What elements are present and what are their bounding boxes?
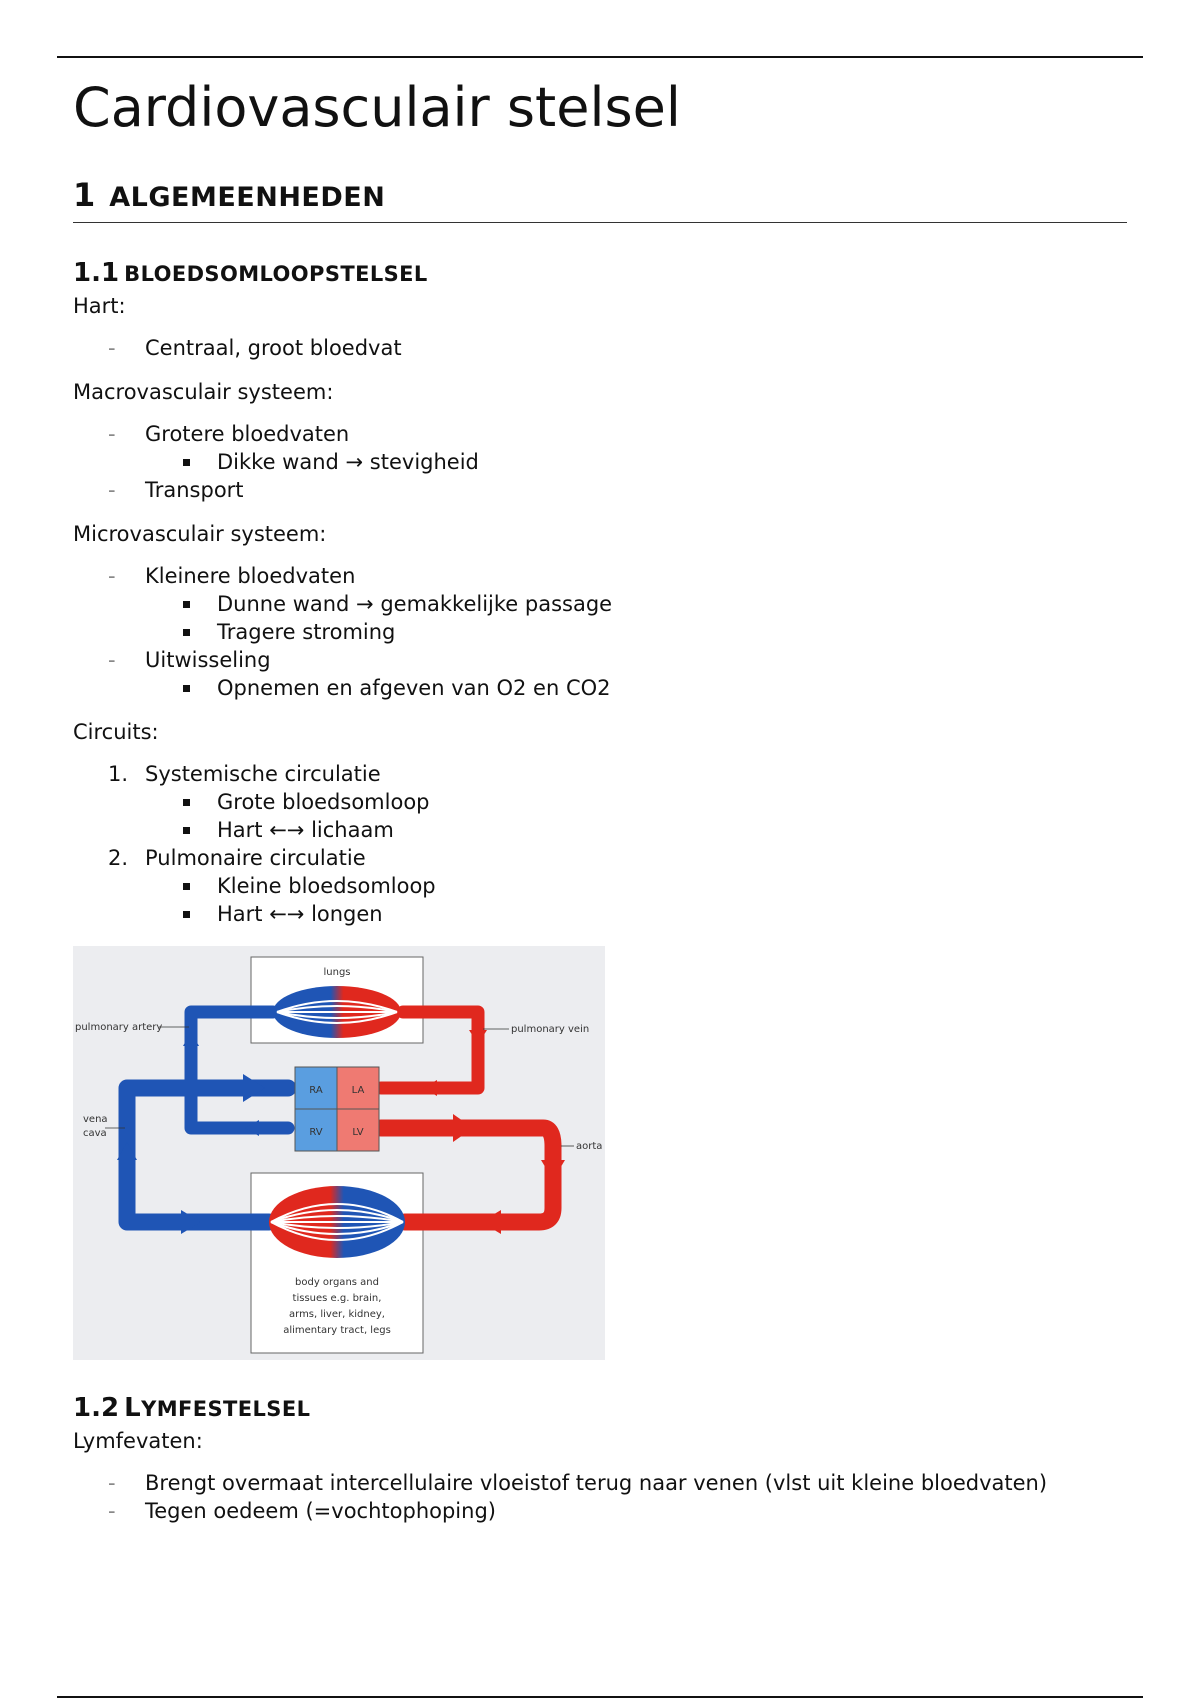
hart-label: Hart: [73, 294, 126, 318]
dash-marker: - [108, 648, 116, 672]
section-heading-1 [73, 176, 1127, 223]
macro-label: Macrovasculair systeem: [73, 380, 334, 404]
bottom-rule [57, 1696, 1143, 1698]
sub-list [145, 788, 1133, 844]
list-item-text: Systemische circulatie [145, 762, 381, 786]
sub-list [145, 590, 1133, 646]
sub-list-item: Dunne wand → gemakkelijke passage [73, 590, 1133, 618]
aorta-label: aorta [576, 1141, 603, 1152]
subsection-title [124, 1393, 311, 1423]
body-label-line: alimentary tract, legs [283, 1325, 391, 1336]
sub-list-item: Tragere stroming [73, 618, 1133, 646]
circulation-diagram [73, 946, 605, 1360]
number-marker: 2. [108, 846, 129, 870]
sub-list [145, 872, 1133, 928]
sub-list [145, 448, 1133, 476]
document-body [73, 70, 1133, 1541]
list-item-text: Transport [145, 478, 244, 502]
heart [295, 1067, 379, 1151]
dash-marker: - [108, 1499, 116, 1523]
cava-label: cava [83, 1128, 107, 1139]
sub-list-item: Hart ←→ lichaam [73, 816, 1133, 844]
list-item [73, 646, 1133, 702]
list-item-text: Brengt overmaat intercellulaire vloeistof terug naar venen (vlst uit kleine bloedvaten) [145, 1471, 1048, 1495]
section-title: ALGEMEENHEDEN [109, 182, 386, 213]
lungs-label: lungs [323, 967, 351, 978]
subsection-title-rest: YMFESTELSEL [141, 1397, 311, 1421]
sub-list-item: Kleine bloedsomloop [73, 872, 1133, 900]
body-label-line: tissues e.g. brain, [292, 1293, 382, 1304]
list-item [73, 760, 1133, 844]
subsection-heading-1-2 [73, 1392, 1133, 1427]
dash-marker: - [108, 564, 116, 588]
subsection-number: 1.1 [73, 258, 120, 288]
micro-list [73, 562, 1133, 702]
list-item-text: Centraal, groot bloedvat [145, 336, 402, 360]
sub-list-item: Grote bloedsomloop [73, 788, 1133, 816]
sub-list-item: Dikke wand → stevigheid [73, 448, 1133, 476]
list-item-text: Uitwisseling [145, 648, 271, 672]
macro-list [73, 420, 1133, 504]
lungs-capillaries [273, 986, 401, 1038]
top-rule [57, 56, 1143, 58]
lv-label: LV [352, 1127, 364, 1138]
sub-list [145, 674, 1133, 702]
circuits-label: Circuits: [73, 720, 159, 744]
section-number: 1 [73, 176, 96, 214]
list-item-text: Kleinere bloedvaten [145, 564, 356, 588]
list-item-text: Tegen oedeem (=vochtophoping) [145, 1499, 496, 1523]
body-label-line: arms, liver, kidney, [289, 1309, 385, 1320]
list-item-text: Grotere bloedvaten [145, 422, 350, 446]
arrow-icon [453, 1114, 473, 1142]
sub-list-item: Opnemen en afgeven van O2 en CO2 [73, 674, 1133, 702]
list-item [73, 1469, 1133, 1497]
page-title: Cardiovasculair stelsel [73, 76, 681, 139]
number-marker: 1. [108, 762, 129, 786]
dash-marker: - [108, 478, 116, 502]
hart-list [73, 334, 1133, 362]
dash-marker: - [108, 1471, 116, 1495]
dash-marker: - [108, 336, 116, 360]
subsection-title: BLOEDSOMLOOPSTELSEL [124, 262, 428, 286]
circulation-svg [73, 946, 605, 1360]
list-item [73, 1497, 1133, 1525]
subsection-number: 1.2 [73, 1393, 120, 1423]
pulmonary-vein-label: pulmonary vein [511, 1024, 590, 1035]
list-item [73, 844, 1133, 928]
list-item [73, 562, 1133, 646]
micro-label: Microvasculair systeem: [73, 522, 327, 546]
list-item [73, 334, 1133, 362]
body-label-line: body organs and [295, 1277, 379, 1288]
lymf-list [73, 1469, 1133, 1525]
list-item-text: Pulmonaire circulatie [145, 846, 366, 870]
dash-marker: - [108, 422, 116, 446]
subsection-heading-1-1 [73, 257, 1133, 292]
lymf-label: Lymfevaten: [73, 1429, 203, 1453]
body-capillaries [269, 1186, 405, 1258]
sub-list-item: Hart ←→ longen [73, 900, 1133, 928]
list-item [73, 420, 1133, 476]
ra-label: RA [309, 1085, 323, 1096]
subsection-title-initial: L [124, 1393, 142, 1423]
list-item [73, 476, 1133, 504]
circuits-list [73, 760, 1133, 928]
rv-label: RV [309, 1127, 323, 1138]
arrow-icon [243, 1074, 265, 1102]
vena-label: vena [83, 1114, 108, 1125]
pulmonary-artery-label: pulmonary artery [75, 1022, 163, 1033]
la-label: LA [351, 1085, 365, 1096]
